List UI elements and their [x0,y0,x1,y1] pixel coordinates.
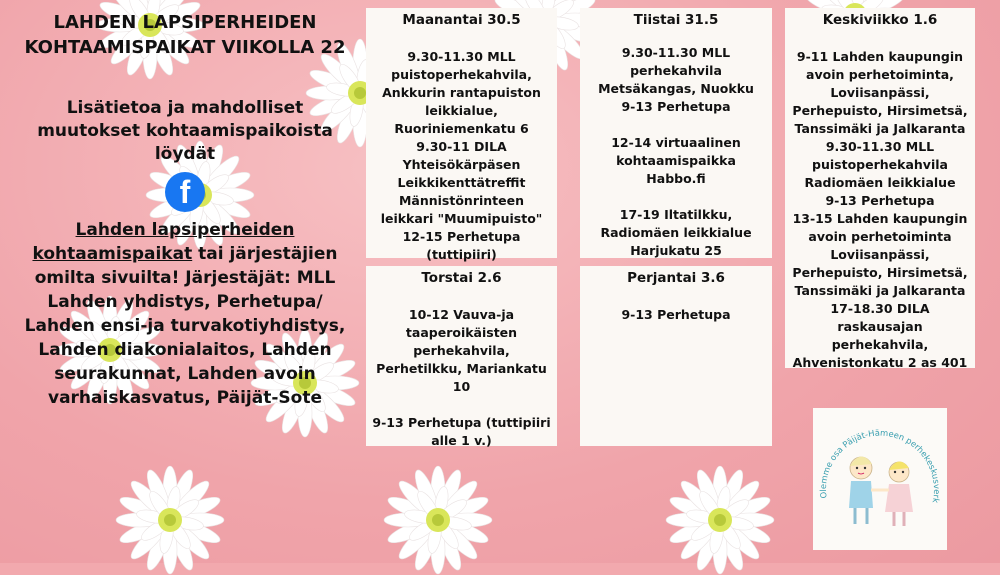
facebook-page-link[interactable]: Lahden lapsiperheiden kohtaamispaikat [32,220,295,264]
flower-decoration [665,465,775,575]
day-schedule: 9-13 Perhetupa [621,307,731,322]
day-card-thursday [366,266,557,446]
day-schedule: 9-11 Lahden kaupungin avoin perhetoiminta, Loviisanpässi, Perhepuisto, Hirsimetsä, Tanssimäki ja Jalkaranta 9.30-11.30 MLL puistoperhekahvila Radiomäen leikkialue 9-13 Perhetupa 13-15 Lahden kaupungin avoin perhetoiminta Loviisanpässi, Perhepuisto, Hirsimetsä, Tanssimäki ja Jalkaranta 17-18.30 DILA raskausajan perhekahvila, Ahvenistonkatu 2 as 401 [792,49,968,370]
day-card-wednesday [785,8,975,368]
day-schedule: 10-12 Vauva-ja taaperoikäisten perhekahvila, Perhetilkku, Mariankatu 10 9-13 Perhetupa (tuttipiiri alle 1 v.) [372,307,551,448]
info-text: Lisätietoa ja mahdolliset muutokset kohtaamispaikoista löydät [37,98,333,164]
day-heading: Keskiviikko 1.6 [822,12,938,28]
facebook-icon[interactable]: f [165,172,205,212]
organizers-list: tai järjestäjien omilta sivuilta! Järjestäjät: MLL Lahden yhdistys, Perhetupa/ Lahden ensi-ja turvakotiyhdistys, Lahden diakonialaitos, Lahden seurakunnat, Lahden avoin varhaiskasvatus, Päijät-Sote [24,244,346,408]
page-title: LAHDEN LAPSIPERHEIDEN KOHTAAMISPAIKAT VIIKOLLA 22 [24,12,346,58]
day-schedule: 9.30-11.30 MLL perhekahvila Metsäkangas, Nuokku 9-13 Perhetupa 12-14 virtuaalinen kohtaamispaikka Habbo.fi 17-19 Iltatilkku, Radiomäen leikkialue Harjukatu 25 [598,45,754,258]
day-card-tuesday [580,8,772,258]
logo-graphic [813,408,947,550]
organizers-text [20,218,350,410]
day-heading: Torstai 2.6 [421,270,502,286]
left-text-panel [20,6,350,410]
day-heading: Maanantai 30.5 [402,12,521,28]
day-schedule: 9.30-11.30 MLL puistoperhekahvila, Ankkurin rantapuiston leikkialue, Ruoriniemenkatu 6 9.30-11 DILA Yhteisökärpäsen Leikkikenttätreffit Männistönrinteen leikkari "Muumipuisto" 12-15 Perhetupa (tuttipiiri) [380,49,543,262]
day-card-monday [366,8,557,262]
day-heading: Perjantai 3.6 [627,270,725,286]
perhekeskus-logo [813,408,947,550]
day-card-friday [580,266,772,446]
flower-decoration [383,465,493,575]
logo-text: Olemme osa Päijät-Hämeen perhekeskusverk [817,427,943,504]
day-heading: Tiistai 31.5 [633,12,719,28]
flower-decoration [115,465,225,575]
